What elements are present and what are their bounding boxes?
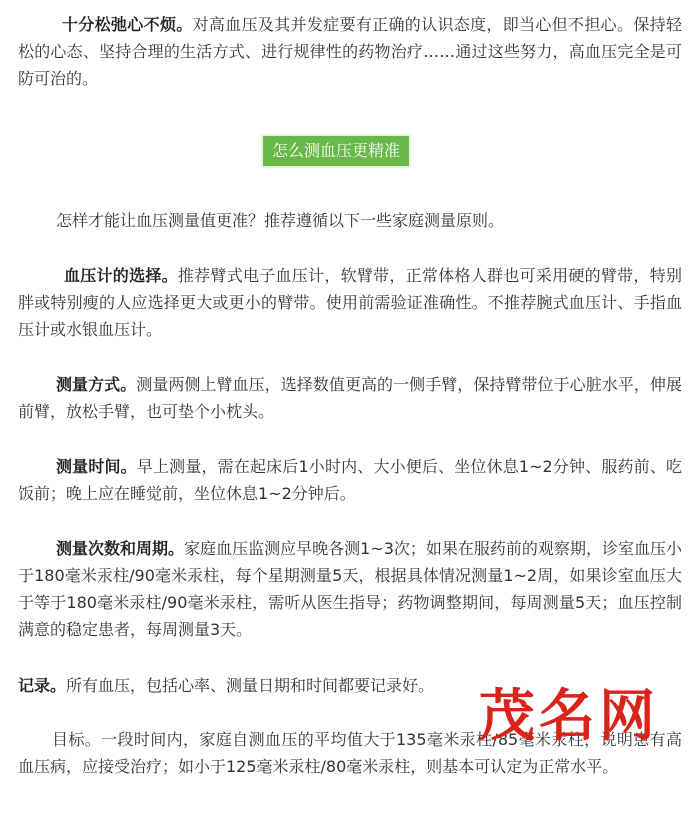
site-watermark-logo: 茂名网: [479, 684, 659, 749]
goal-text: 目标。一段时间内，家庭自测血压的平均值大于135毫米汞柱/85毫米汞柱，说明患有高血压病，应接受治疗；如小于125毫米汞柱/80毫米汞柱，则基本可认定为正常水平。: [18, 730, 682, 776]
record-heading: 记录。: [18, 676, 67, 695]
frequency-heading: 测量次数和周期。: [56, 539, 185, 558]
method-paragraph: [18, 371, 682, 425]
method-heading: 测量方式。: [56, 375, 137, 394]
meter-choice-heading: 血压计的选择。: [64, 266, 178, 285]
frequency-paragraph: [18, 535, 682, 643]
meter-choice-paragraph: [18, 262, 682, 343]
record-text: 所有血压，包括心率、测量日期和时间都要记录好。: [66, 676, 435, 695]
meter-choice-text: 推荐臂式电子血压计，软臂带，正常体格人群也可采用硬的臂带，特别胖或特别瘦的人应选择更大或更小的臂带。使用前需验证准确性。不推荐腕式血压计、手指血压计或水银血压计。: [18, 266, 682, 339]
section-title: 怎么测血压更精准: [263, 136, 409, 166]
intro-paragraph: [18, 11, 682, 92]
timing-paragraph: [18, 453, 682, 507]
intro-heading: 十分松弛心不烦。: [62, 15, 193, 34]
method-text: 测量两侧上臂血压，选择数值更高的一侧手臂，保持臂带位于心脏水平，伸展前臂，放松手臂，也可垫个小枕头。: [18, 375, 682, 421]
frequency-text: 家庭血压监测应早晚各测1~3次；如果在服药前的观察期，诊室血压小于180毫米汞柱/90毫米汞柱，每个星期测量5天，根据具体情况测量1~2周，如果诊室血压大于等于180毫米汞柱/90毫米汞柱，需听从医生指导；药物调整期间，每周测量5天；血压控制满意的稳定患者，每周测量3天。: [18, 539, 682, 639]
timing-heading: 测量时间。: [56, 457, 137, 476]
timing-text: 早上测量，需在起床后1小时内、大小便后、坐位休息1~2分钟、服药前、吃饭前；晚上应在睡觉前，坐位休息1~2分钟后。: [18, 457, 682, 503]
lead-paragraph: [18, 207, 682, 234]
lead-text: 怎样才能让血压测量值更准？推荐遵循以下一些家庭测量原则。: [56, 211, 505, 230]
intro-text: 对高血压及其并发症要有正确的认识态度，即当心但不担心。保持轻松的心态、坚持合理的生活方式、进行规律性的药物治疗……通过这些努力，高血压完全是可防可治的。: [18, 15, 682, 88]
